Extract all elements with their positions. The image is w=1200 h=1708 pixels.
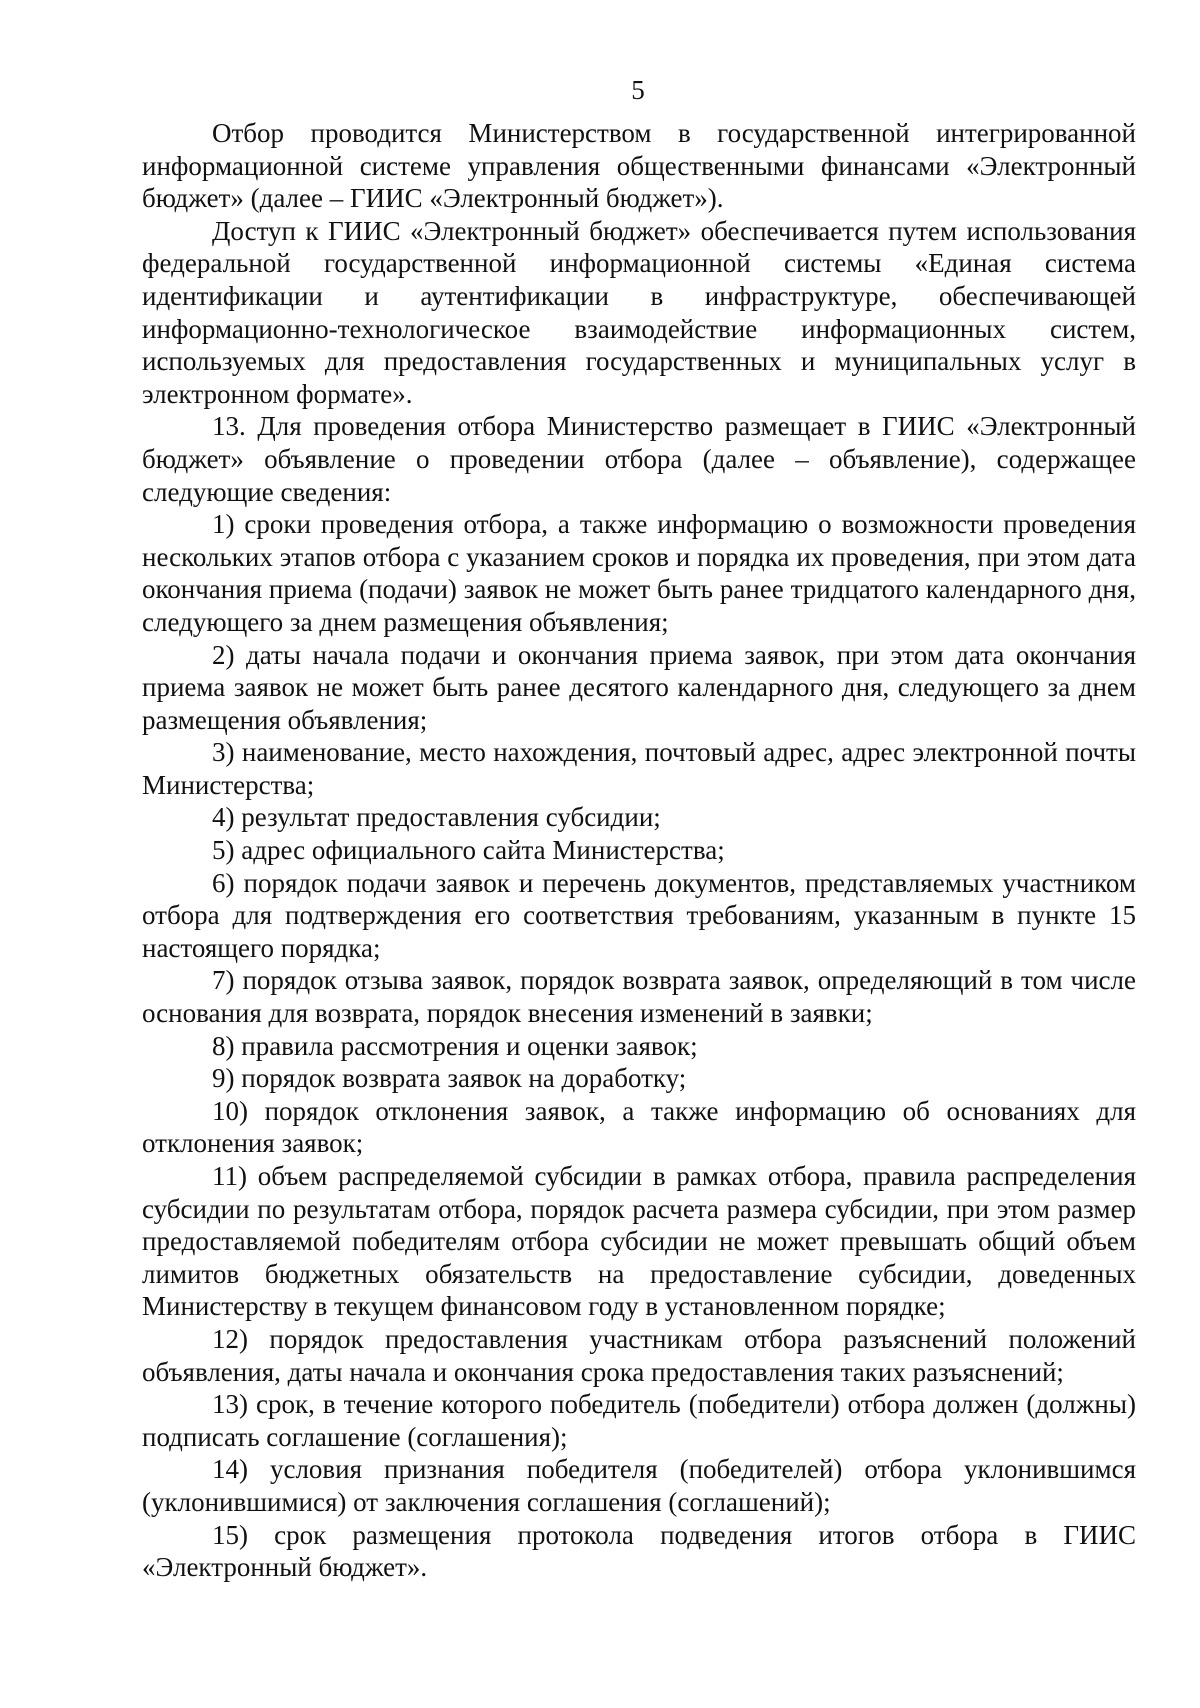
paragraph-access: Доступ к ГИИС «Электронный бюджет» обеспечивается путем использования федеральной государственной информационной системы «Единая система идентификации и аутентификации в инфраструктуре, обеспечивающей информационно-технологическое взаимодействие информационных систем, используемых для предоставления государственных и муниципальных услуг в электронном формате». bbox=[142, 215, 1136, 409]
page-number: 5 bbox=[631, 75, 645, 105]
list-item-12: 12) порядок предоставления участникам отбора разъяснений положений объявления, даты начала и окончания срока предоставления таких разъяснений; bbox=[142, 1323, 1136, 1387]
list-item-1: 1) сроки проведения отбора, а также информацию о возможности проведения нескольких этапов отбора с указанием сроков и порядка их проведения, при этом дата окончания приема (подачи) заявок не может быть ранее тридцатого календарного дня, следующего за днем размещения объявления; bbox=[142, 509, 1136, 637]
list-item-14: 14) условия признания победителя (победителей) отбора уклонившимся (уклонившимися) от заключения соглашения (соглашений); bbox=[142, 1454, 1136, 1517]
list-item-15: 15) срок размещения протокола подведения итогов отбора в ГИИС «Электронный бюджет». bbox=[142, 1519, 1136, 1583]
list-item-8: 8) правила рассмотрения и оценки заявок; bbox=[212, 1030, 698, 1061]
list-item-10: 10) порядок отклонения заявок, а также информацию об основаниях для отклонения заявок; bbox=[142, 1095, 1136, 1159]
list-item-5: 5) адрес официального сайта Министерства; bbox=[212, 835, 725, 866]
list-item-3: 3) наименование, место нахождения, почтовый адрес, адрес электронной почты Министерства; bbox=[142, 737, 1136, 800]
list-item-4: 4) результат предоставления субсидии; bbox=[212, 802, 661, 833]
list-item-11: 11) объем распределяемой субсидии в рамках отбора, правила распределения субсидии по результатам отбора, порядок расчета размера субсидии, при этом размер предоставляемой победителям отбора субсидии не может превышать общий объем лимитов бюджетных обязательств на предоставление субсидии, доведенных Министерству в текущем финансовом году в установленном порядке; bbox=[142, 1161, 1136, 1322]
list-item-13: 13) срок, в течение которого победитель (победители) отбора должен (должны) подписать соглашение (соглашения); bbox=[142, 1389, 1136, 1452]
paragraph-section-13: 13. Для проведения отбора Министерство размещает в ГИИС «Электронный бюджет» объявление о проведении отбора (далее – объявление), содержащее следующие сведения: bbox=[142, 411, 1136, 507]
list-item-9: 9) порядок возврата заявок на доработку; bbox=[212, 1063, 687, 1094]
list-item-6: 6) порядок подачи заявок и перечень документов, представляемых участником отбора для подтверждения его соответствия требованиям, указанным в пункте 15 настоящего порядка; bbox=[142, 867, 1136, 963]
document-body bbox=[142, 117, 1136, 1584]
list-item-2: 2) даты начала подачи и окончания приема заявок, при этом дата окончания приема заявок не может быть ранее десятого календарного дня, следующего за днем размещения объявления; bbox=[142, 639, 1136, 735]
list-item-7: 7) порядок отзыва заявок, порядок возврата заявок, определяющий в том числе основания для возврата, порядок внесения изменений в заявки; bbox=[142, 965, 1136, 1029]
paragraph-selection-system: Отбор проводится Министерством в государственной интегрированной информационной системе управления общественными финансами «Электронный бюджет» (далее – ГИИС «Электронный бюджет»). bbox=[142, 118, 1136, 214]
